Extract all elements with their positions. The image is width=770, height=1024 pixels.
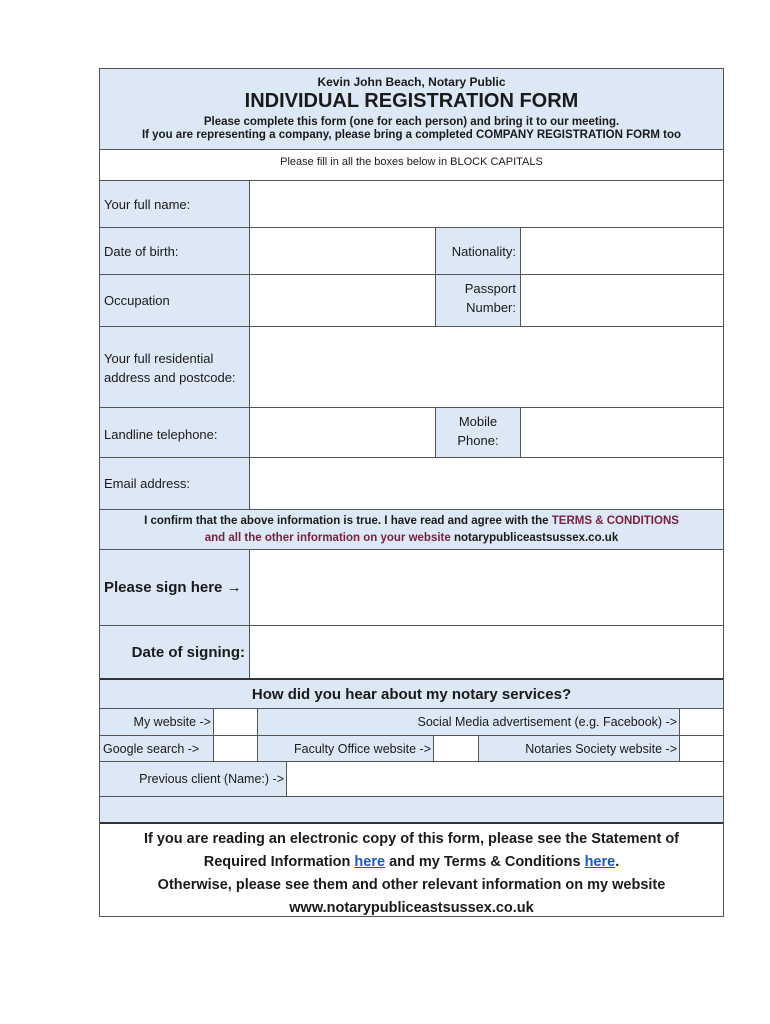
address-field[interactable] bbox=[250, 326, 723, 407]
footer-line2-b: and my Terms & Conditions bbox=[385, 854, 585, 870]
social-media-label: Social Media advertisement (e.g. Facebook) -> bbox=[258, 708, 680, 735]
email-field[interactable] bbox=[250, 457, 723, 509]
spacer-row bbox=[100, 796, 723, 822]
instruction-two: If you are representing a company, please bring a completed COMPANY REGISTRATION FORM too bbox=[141, 129, 682, 141]
nationality-label: Nationality: bbox=[436, 227, 521, 274]
footer-notice bbox=[100, 822, 723, 916]
footer-line2-c: . bbox=[615, 854, 620, 870]
faculty-office-checkbox[interactable] bbox=[434, 735, 479, 761]
my-website-checkbox[interactable] bbox=[214, 708, 258, 735]
landline-label: Landline telephone: bbox=[100, 407, 250, 457]
mobile-label bbox=[436, 407, 521, 457]
confirmation-text bbox=[100, 509, 723, 549]
terms-link[interactable]: here bbox=[584, 854, 616, 870]
my-website-label: My website -> bbox=[100, 708, 214, 735]
date-signing-field[interactable] bbox=[250, 625, 723, 678]
date-signing-label: Date of signing: bbox=[100, 625, 250, 678]
confirmation-part2: and all the other information on your website bbox=[204, 532, 454, 544]
social-media-checkbox[interactable] bbox=[680, 708, 723, 735]
statement-link[interactable]: here bbox=[354, 854, 386, 870]
footer-line3: Otherwise, please see them and other relevant information on my website bbox=[157, 877, 666, 893]
passport-field[interactable] bbox=[521, 274, 723, 326]
footer-line2-a: Required Information bbox=[203, 854, 355, 870]
occupation-field[interactable] bbox=[250, 274, 436, 326]
confirmation-part1: I confirm that the above information is true. I have read and agree with the bbox=[144, 515, 552, 527]
notaries-society-checkbox[interactable] bbox=[680, 735, 723, 761]
address-label-line2: address and postcode: bbox=[104, 370, 236, 385]
passport-label bbox=[436, 274, 521, 326]
dob-field[interactable] bbox=[250, 227, 436, 274]
mobile-field[interactable] bbox=[521, 407, 723, 457]
full-name-label: Your full name: bbox=[100, 180, 250, 227]
faculty-office-label: Faculty Office website -> bbox=[258, 735, 434, 761]
form-title: INDIVIDUAL REGISTRATION FORM bbox=[244, 90, 579, 112]
full-name-field[interactable] bbox=[250, 180, 723, 227]
terms-link-part1[interactable]: TERMS & bbox=[551, 515, 604, 527]
notaries-society-label: Notaries Society website -> bbox=[479, 735, 680, 761]
address-label bbox=[100, 326, 250, 407]
notary-name: Kevin John Beach, Notary Public bbox=[317, 75, 506, 89]
registration-form bbox=[99, 68, 724, 917]
email-label: Email address: bbox=[100, 457, 250, 509]
nationality-field[interactable] bbox=[521, 227, 723, 274]
mobile-label-line2: Phone: bbox=[457, 433, 499, 448]
footer-line1: If you are reading an electronic copy of this form, please see the Statement of bbox=[143, 831, 680, 847]
signature-field[interactable] bbox=[250, 549, 723, 625]
passport-label-line2: Number: bbox=[466, 300, 516, 315]
form-header bbox=[100, 69, 723, 149]
occupation-label: Occupation bbox=[100, 274, 250, 326]
passport-label-line1: Passport bbox=[464, 281, 516, 296]
instruction-three: Please fill in all the boxes below in BLOCK CAPITALS bbox=[100, 149, 723, 180]
previous-client-field[interactable] bbox=[287, 761, 723, 796]
mobile-label-line1: Mobile bbox=[458, 414, 498, 429]
dob-label: Date of birth: bbox=[100, 227, 250, 274]
google-search-checkbox[interactable] bbox=[214, 735, 258, 761]
terms-link-part2[interactable]: CONDITIONS bbox=[606, 515, 679, 527]
sign-label: Please sign here → bbox=[100, 549, 250, 625]
previous-client-label: Previous client (Name:) -> bbox=[100, 761, 287, 796]
address-label-line1: Your full residential bbox=[104, 351, 214, 366]
footer-line2 bbox=[100, 851, 723, 874]
referral-heading: How did you hear about my notary services? bbox=[100, 678, 723, 708]
landline-field[interactable] bbox=[250, 407, 436, 457]
confirmation-website: notarypubliceastsussex.co.uk bbox=[453, 532, 619, 544]
instruction-one: Please complete this form (one for each person) and bring it to our meeting. bbox=[203, 116, 620, 128]
footer-website: www.notarypubliceastsussex.co.uk bbox=[289, 900, 534, 916]
google-search-label: Google search -> bbox=[100, 735, 214, 761]
